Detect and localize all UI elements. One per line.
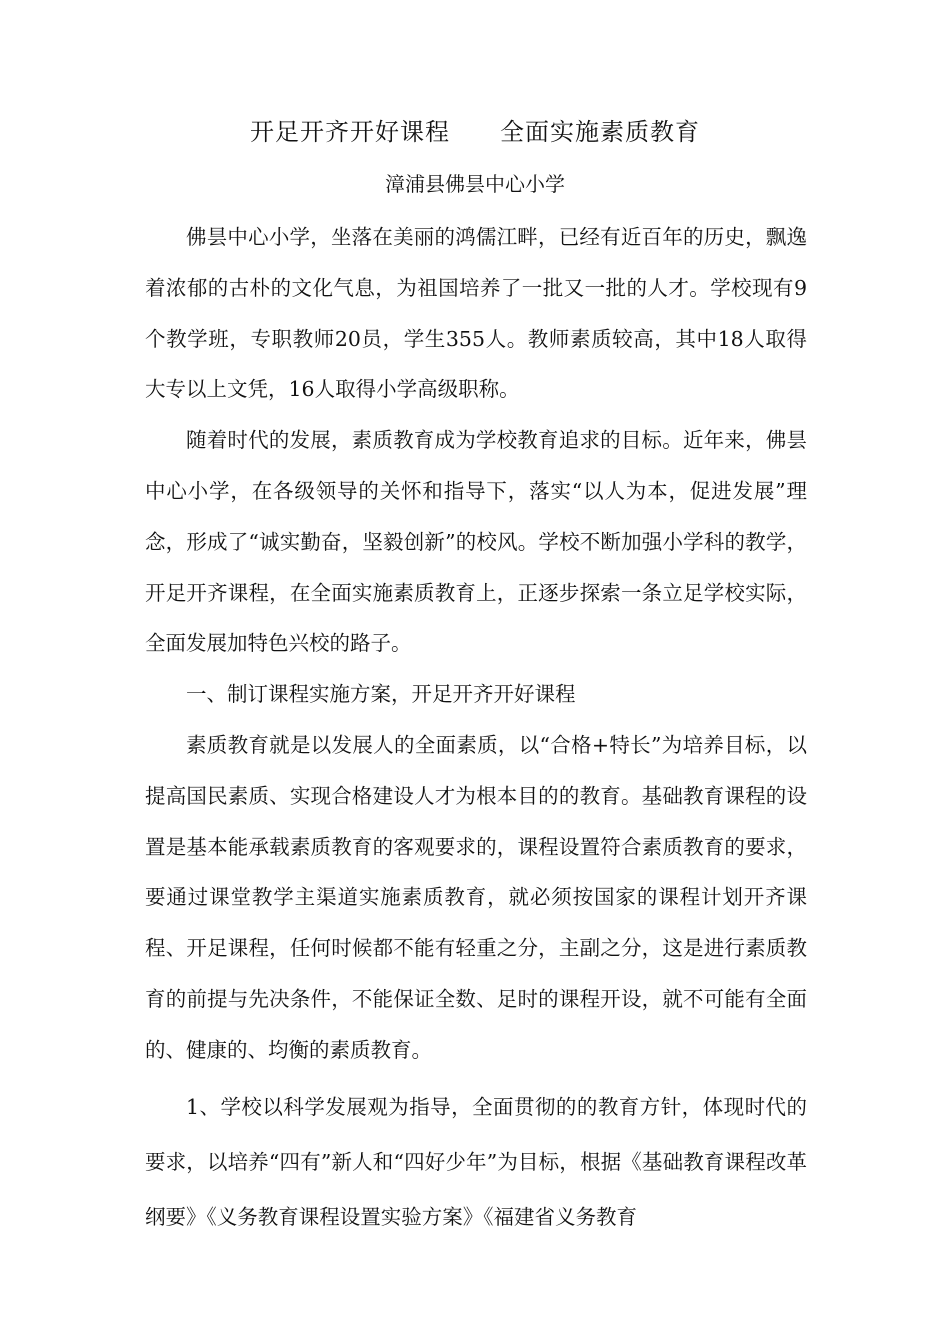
paragraph-item-1: 1、学校以科学发展观为指导，全面贯彻的的教育方针，体现时代的要求，以培养“四有”新人和“四好少年”为目标，根据《基础教育课程改革纲要》《义务教育课程设置实验方案》《福建省义务教育 <box>145 1094 807 1229</box>
document-title: 开足开齐开好课程 全面实施素质教育 <box>250 118 700 146</box>
paragraph-quality-education: 素质教育就是以发展人的全面素质，以“合格+特长”为培养目标，以提高国民素质、实现合格建设人才为根本目的的教育。基础教育课程的设置是基本能承载素质教育的客观要求的，课程设置符合素质教育的要求，要通过课堂教学主渠道实施素质教育，就必须按国家的课程计划开齐课程、开足课程，任何时候都不能有轻重之分，主副之分，这是进行素质教育的前提与先决条件，不能保证全数、足时的课程开设，就不可能有全面的、健康的、均衡的素质教育。 <box>145 732 807 1062</box>
paragraph-development: 随着时代的发展，素质教育成为学校教育追求的目标。近年来，佛昙中心小学，在各级领导的关怀和指导下，落实“以人为本，促进发展”理念，形成了“诚实勤奋，坚毅创新”的校风。学校不断加强小学科的教学，开足开齐课程，在全面实施素质教育上，正逐步探索一条立足学校实际，全面发展加特色兴校的路子。 <box>145 428 807 656</box>
paragraph-school-intro: 佛昙中心小学，坐落在美丽的鸿儒江畔，已经有近百年的历史，飘逸着浓郁的古朴的文化气息，为祖国培养了一批又一批的人才。学校现有9个教学班，专职教师20员，学生355人。教师素质较高，其中18人取得大专以上文凭，16人取得小学高级职称。 <box>145 225 807 402</box>
document-subtitle: 漳浦县佛昙中心小学 <box>385 172 565 196</box>
section-heading-1: 一、制订课程实施方案，开足开齐开好课程 <box>186 682 576 707</box>
document-body <box>145 212 807 1245</box>
